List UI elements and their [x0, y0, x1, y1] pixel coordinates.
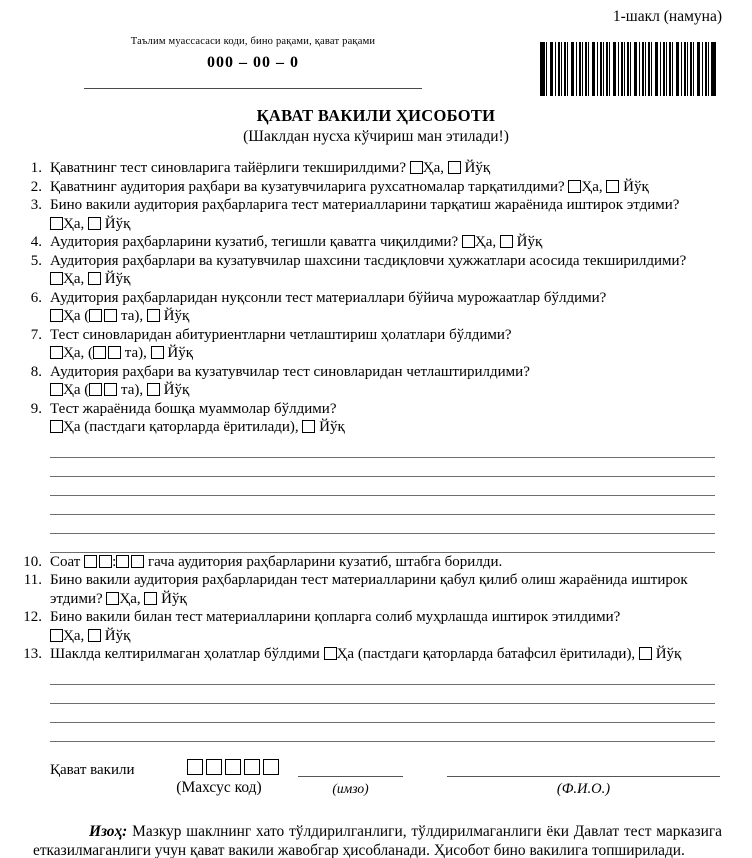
checkbox[interactable]	[151, 346, 164, 359]
item-text: Ҳа,	[422, 160, 448, 176]
item-text: Ҳа,	[474, 234, 500, 250]
item-text: Йўқ	[101, 215, 131, 232]
item-text: Аудитория раҳбарларини кузатиб, тегишли қаватга чиқилдими?	[50, 234, 462, 250]
answer-line[interactable]	[50, 534, 715, 553]
item-text: Йўқ	[512, 234, 543, 250]
special-code-box[interactable]	[244, 759, 260, 775]
item-text: Шаклда келтирилмаган ҳолатлар бўлдими	[50, 646, 324, 662]
form-item-8	[0, 363, 752, 400]
checkbox[interactable]	[99, 555, 112, 568]
answer-line[interactable]	[50, 685, 715, 704]
answer-line[interactable]	[50, 666, 715, 685]
checkbox[interactable]	[410, 161, 423, 174]
item-text: Ҳа,	[581, 178, 607, 195]
form-item-6	[0, 289, 752, 326]
item-text: Йўқ	[159, 308, 190, 324]
checkbox[interactable]	[50, 309, 63, 322]
item-text: Ҳа,	[119, 590, 145, 607]
item-text: Йўқ	[157, 590, 187, 607]
special-code-boxes	[187, 759, 279, 775]
item-text: Йўқ	[101, 627, 131, 644]
item-text: Ҳа,	[63, 215, 88, 232]
checkbox[interactable]	[50, 629, 63, 642]
item-text: Бино вакили аудитория раҳбарларига тест материалларини тарқатиш жараёнида иштирок этдими?	[50, 197, 680, 213]
form-variant-label: 1-шакл (намуна)	[612, 8, 722, 25]
checkbox[interactable]	[324, 647, 337, 660]
special-code-box[interactable]	[263, 759, 279, 775]
item-text: та),	[117, 308, 147, 324]
item-text: Ҳа, (	[63, 345, 93, 361]
item-text: :	[112, 553, 117, 570]
checkbox[interactable]	[50, 383, 63, 396]
checkbox[interactable]	[50, 272, 63, 285]
footer-note-label: Изоҳ:	[89, 822, 128, 840]
form-item-12	[0, 608, 752, 645]
item-text: та),	[121, 345, 151, 361]
item-text: Йўқ	[651, 646, 682, 662]
checkbox[interactable]	[108, 346, 121, 359]
item-text: Йўқ	[315, 419, 345, 435]
item-text: Бино вакили билан тест материалларини қопларга солиб муҳрлашда иштирок этилдими?	[50, 609, 621, 625]
item-text: Ҳа (	[63, 382, 90, 398]
item-text: Ҳа,	[63, 627, 88, 644]
checkbox[interactable]	[144, 592, 157, 605]
answer-line[interactable]	[50, 515, 715, 534]
checkbox[interactable]	[462, 235, 475, 248]
form-item-5	[0, 252, 752, 289]
institution-code-block	[84, 36, 422, 72]
checkbox[interactable]	[50, 217, 63, 230]
item-number: 7.	[30, 326, 42, 343]
checkbox[interactable]	[88, 217, 101, 230]
checkbox[interactable]	[639, 647, 652, 660]
item-number: 8.	[30, 363, 42, 380]
item-text: Йўқ	[619, 178, 649, 195]
institution-code-value: 000 – 00 – 0	[207, 54, 299, 71]
barcode-icon	[540, 42, 716, 96]
item-text: Ҳа (пастдаги қаторларда ёритилади),	[63, 419, 303, 435]
checkbox[interactable]	[500, 235, 513, 248]
checkbox[interactable]	[89, 383, 102, 396]
item-text: этдими?	[50, 590, 107, 607]
institution-code-caption: Таълим муассасаси коди, бино рақами, қават рақами	[130, 36, 376, 47]
item-text: Соат	[50, 553, 85, 570]
fio-caption: (Ф.И.О.)	[556, 780, 611, 797]
item-text: Бино вакили аудитория раҳбарларидан тест материалларини қабул қилиб олиш жараёнида иштирок	[50, 572, 688, 588]
item-text: Аудитория раҳбарлари ва кузатувчилар шахсини тасдиқловчи ҳужжатлари асосида текширилдими?	[50, 252, 687, 269]
checkbox[interactable]	[104, 309, 117, 322]
item-number: 5.	[30, 252, 42, 269]
item-text: Аудитория раҳбарларидан нуқсонли тест материаллари бўйича мурожаатлар бўлдими?	[50, 289, 607, 306]
checkbox[interactable]	[116, 555, 129, 568]
checkbox[interactable]	[89, 309, 102, 322]
signature-row	[0, 758, 752, 808]
checkbox[interactable]	[568, 180, 581, 193]
form-title: ҚАВАТ ВАКИЛИ ҲИСОБОТИ	[256, 106, 496, 125]
fio-line[interactable]	[447, 776, 720, 777]
checkbox[interactable]	[302, 420, 315, 433]
checkbox[interactable]	[448, 161, 461, 174]
checkbox[interactable]	[50, 420, 63, 433]
item-number: 10.	[23, 553, 42, 570]
form-item-4	[0, 233, 752, 252]
item-number: 3.	[30, 197, 42, 213]
answer-line[interactable]	[50, 723, 715, 742]
form-subtitle: (Шаклдан нусха кўчириш ман этилади!)	[243, 128, 509, 145]
item-number: 1.	[30, 160, 42, 176]
special-code-caption: (Махсус код)	[176, 778, 262, 796]
checkbox[interactable]	[104, 383, 117, 396]
item-text: Ҳа (пастдаги қаторларда батафсил ёритилади),	[336, 646, 639, 662]
checkbox[interactable]	[147, 383, 160, 396]
checkbox[interactable]	[106, 592, 119, 605]
item-text: Аудитория раҳбари ва кузатувчилар тест синовларидан четлаштирилдими?	[50, 363, 530, 380]
special-code-box[interactable]	[187, 759, 203, 775]
answer-lines	[50, 664, 715, 742]
item-number: 2.	[30, 178, 42, 195]
checkbox[interactable]	[50, 346, 63, 359]
form-item-10	[0, 553, 752, 572]
checkbox[interactable]	[131, 555, 144, 568]
checkbox[interactable]	[84, 555, 97, 568]
form-item-7	[0, 326, 752, 363]
answer-line[interactable]	[50, 439, 715, 458]
signature-role-label: Қават вакили	[50, 761, 135, 778]
item-number: 12.	[23, 609, 42, 625]
checkbox[interactable]	[606, 180, 619, 193]
item-number: 6.	[30, 289, 42, 306]
special-code-box[interactable]	[206, 759, 222, 775]
answer-line[interactable]	[50, 704, 715, 723]
form-item-2	[0, 178, 752, 197]
item-text: Тест жараёнида бошқа муаммолар бўлдими?	[50, 400, 337, 417]
form-item-1	[0, 159, 752, 178]
checkbox[interactable]	[147, 309, 160, 322]
item-text: Ҳа,	[63, 271, 88, 287]
checkbox[interactable]	[88, 629, 101, 642]
answer-line[interactable]	[50, 458, 715, 477]
item-text: Йўқ	[101, 271, 131, 287]
item-text: Йўқ	[460, 160, 491, 176]
form-item-3	[0, 196, 752, 233]
form-item-11	[0, 571, 752, 608]
answer-line[interactable]	[50, 477, 715, 496]
item-text: Йўқ	[163, 345, 194, 361]
item-text: Ҳа (	[63, 308, 90, 324]
item-number: 13.	[23, 646, 42, 662]
item-text: Йўқ	[159, 382, 190, 398]
item-text: Қаватнинг аудитория раҳбари ва кузатувчиларига рухсатномалар тарқатилдими?	[50, 178, 569, 195]
signature-caption: (имзо)	[332, 780, 369, 796]
item-text: гача аудитория раҳбарларини кузатиб, штабга борилди.	[144, 553, 503, 570]
special-code-box[interactable]	[225, 759, 241, 775]
form-header	[0, 0, 752, 100]
header-divider-line	[84, 88, 422, 89]
item-number: 9.	[30, 400, 42, 417]
checkbox[interactable]	[88, 272, 101, 285]
item-text: та),	[117, 382, 147, 398]
item-number: 11.	[23, 572, 42, 588]
form-item-9	[0, 400, 752, 437]
footer-note	[33, 822, 722, 858]
checkbox[interactable]	[93, 346, 106, 359]
answer-line[interactable]	[50, 496, 715, 515]
signature-line[interactable]	[298, 776, 403, 777]
item-text: Қаватнинг тест синовларига тайёрлиги текширилдими?	[50, 160, 410, 176]
form-items	[0, 159, 752, 742]
item-number: 4.	[30, 234, 42, 250]
item-text: Тест синовларидан абитуриентларни четлаштириш ҳолатлари бўлдими?	[50, 326, 512, 343]
footer-note-text: Мазкур шаклнинг хато тўлдирилганлиги, тўлдирилмаганлиги ёки Давлат тест марказига етказилмаганлиги учун қават вакили жавобгар ҳисобланади. Ҳисобот бино вакилига топширилади.	[33, 822, 722, 858]
form-item-13	[0, 645, 752, 664]
answer-lines	[50, 437, 715, 553]
